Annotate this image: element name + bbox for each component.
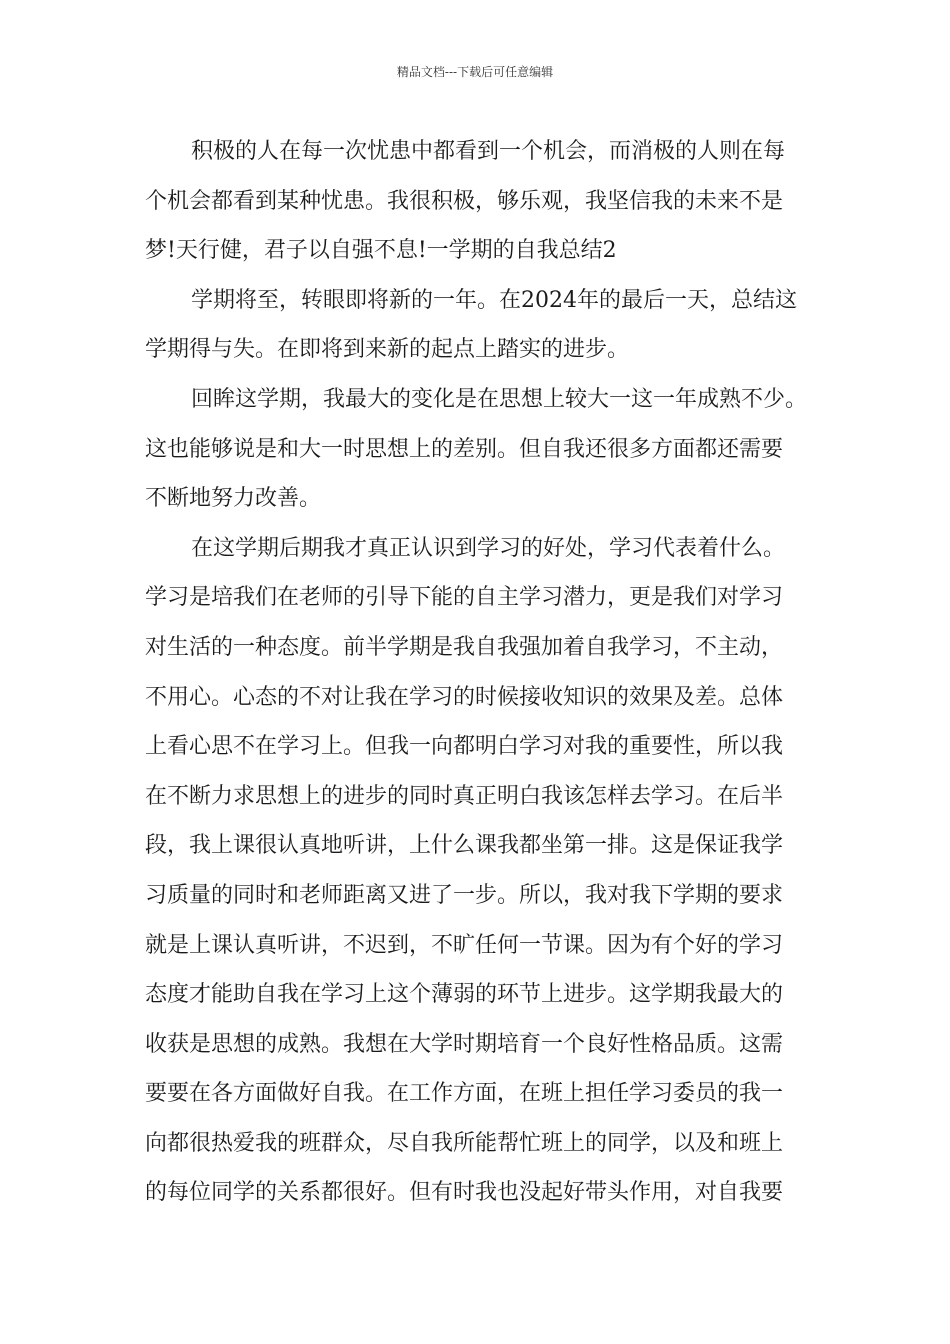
text-line: 在不断力求思想上的进步的同时真正明白我该怎样去学习。在后半	[145, 783, 784, 809]
text-line: 这也能够说是和大一时思想上的差别。但自我还很多方面都还需要	[145, 436, 784, 462]
text-line: 个机会都看到某种忧患。我很积极，够乐观，我坚信我的未来不是	[145, 188, 784, 214]
text-line: 不断地努力改善。	[145, 486, 322, 512]
text-line: 积极的人在每一次忧患中都看到一个机会，而消极的人则在每	[191, 139, 786, 164]
text-line: 向都很热爱我的班群众，尽自我所能帮忙班上的同学，以及和班上	[145, 1130, 784, 1156]
text-line: 学期将至，转眼即将新的一年。在2024年的最后一天，总结这	[191, 287, 797, 313]
text-line: 收获是思想的成熟。我想在大学时期培育一个良好性格品质。这需	[145, 1031, 784, 1057]
text-line: 回眸这学期，我最大的变化是在思想上较大一这一年成熟不少。	[191, 386, 807, 412]
text-line: 对生活的一种态度。前半学期是我自我强加着自我学习，不主动，	[145, 634, 784, 660]
text-line: 就是上课认真听讲，不迟到，不旷任何一节课。因为有个好的学习	[145, 932, 784, 958]
text-line: 学习是培我们在老师的引导下能的自主学习潜力，更是我们对学习	[145, 585, 784, 611]
text-line: 学期得与失。在即将到来新的起点上踏实的进步。	[145, 337, 630, 363]
text-line: 态度才能助自我在学习上这个薄弱的环节上进步。这学期我最大的	[145, 982, 784, 1008]
text-line: 不用心。心态的不对让我在学习的时候接收知识的效果及差。总体	[145, 684, 784, 710]
document-body	[145, 132, 807, 1223]
text-line: 上看心思不在学习上。但我一向都明白学习对我的重要性，所以我	[145, 734, 784, 760]
page-header: 精品文档---下载后可任意编辑	[396, 65, 554, 79]
text-line: 梦!天行健，君子以自强不息!一学期的自我总结2	[145, 238, 617, 264]
text-line: 段，我上课很认真地听讲，上什么课我都坐第一排。这是保证我学	[145, 833, 784, 859]
text-line: 的每位同学的关系都很好。但有时我也没起好带头作用，对自我要	[145, 1180, 784, 1206]
text-line: 要要在各方面做好自我。在工作方面，在班上担任学习委员的我一	[145, 1081, 784, 1107]
text-line: 习质量的同时和老师距离又进了一步。所以，我对我下学期的要求	[145, 882, 784, 908]
text-line: 在这学期后期我才真正认识到学习的好处，学习代表着什么。	[191, 535, 786, 561]
